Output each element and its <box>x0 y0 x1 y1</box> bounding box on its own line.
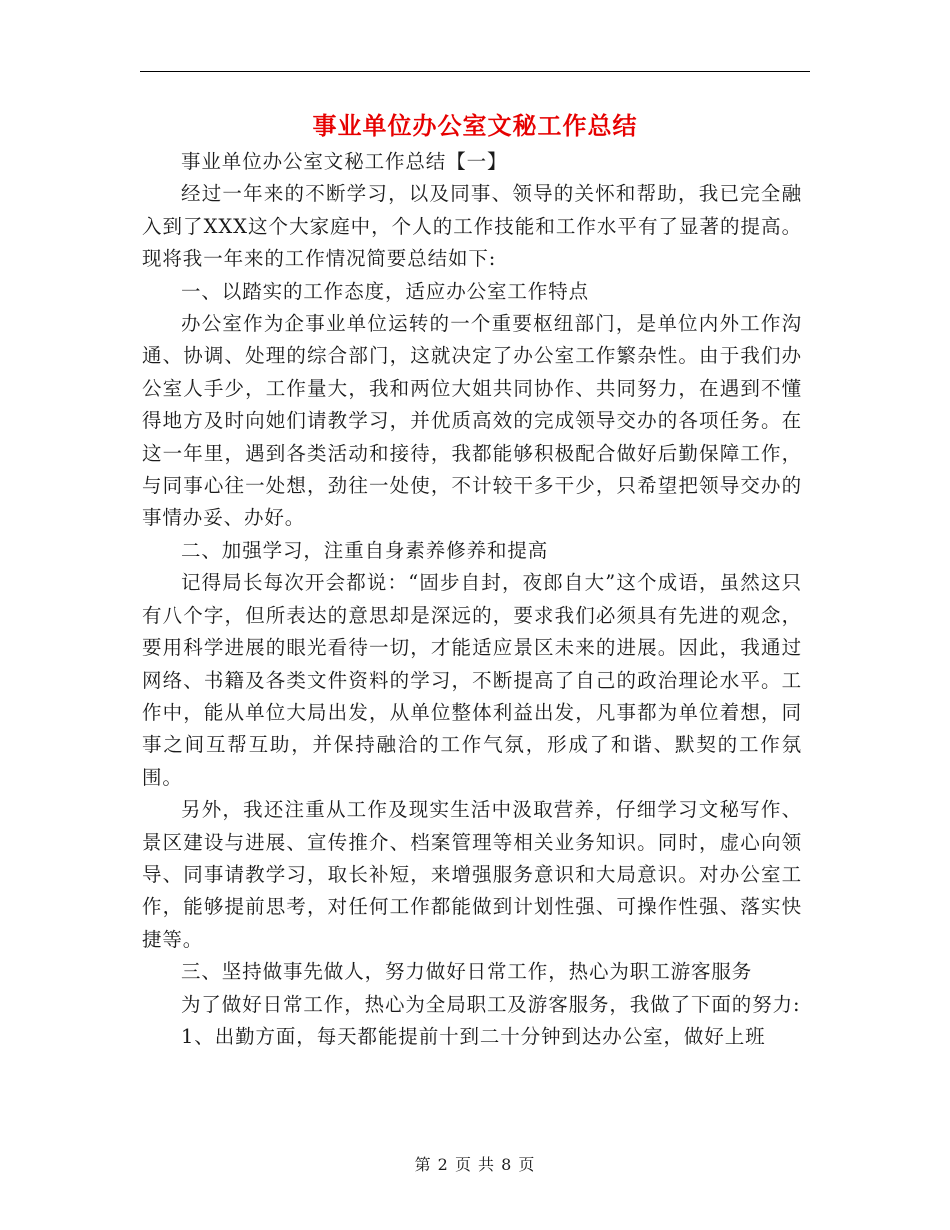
paragraph-additionally: 另外，我还注重从工作及现实生活中汲取营养，仔细学习文秘写作、景区建设与进展、宣传推介、档案管理等相关业务知识。同时，虚心向领导、同事请教学习，取长补短，来增强服务意识和大局意识。对办公室工作，能够提前思考，对任何工作都能做到计划性强、可操作性强、落实快捷等。 <box>142 798 802 951</box>
paragraph-daily-work: 为了做好日常工作，热心为全局职工及游客服务，我做了下面的努力: <box>181 992 801 1016</box>
paragraph-section-heading: 事业单位办公室文秘工作总结【一】 <box>181 150 508 173</box>
document-body <box>142 146 802 1053</box>
paragraph-heading-1: 一、以踏实的工作态度，适应办公室工作特点 <box>181 279 590 303</box>
paragraph-study: 记得局长每次开会都说：“固步自封，夜郎自大”这个成语，虽然这只有八个字，但所表达的意思却是深远的，要求我们必须具有先进的观念，要用科学进展的眼光看待一切，才能适应景区未来的进展。因此，我通过网络、书籍及各类文件资料的学习，不断提高了自己的政治理论水平。工作中，能从单位大局出发，从单位整体利益出发，凡事都为单位着想，同事之间互帮互助，并保持融洽的工作气氛，形成了和谐、默契的工作氛围。 <box>142 571 802 789</box>
paragraph-office-role: 办公室作为企事业单位运转的一个重要枢纽部门，是单位内外工作沟通、协调、处理的综合部门，这就决定了办公室工作繁杂性。由于我们办公室人手少，工作量大，我和两位大姐共同协作、共同努力，在遇到不懂得地方及时向她们请教学习，并优质高效的完成领导交办的各项任务。在这一年里，遇到各类活动和接待，我都能够积极配合做好后勤保障工作，与同事心往一处想，劲往一处使，不计较干多干少，只希望把领导交办的事情办妥、办好。 <box>142 312 802 530</box>
page-number-footer: 第 2 页 共 8 页 <box>414 1155 536 1174</box>
paragraph-attendance: 1、出勤方面，每天都能提前十到二十分钟到达办公室，做好上班 <box>181 1024 766 1048</box>
paragraph-heading-3: 三、坚持做事先做人，努力做好日常工作，热心为职工游客服务 <box>181 960 753 984</box>
paragraph-intro: 经过一年来的不断学习，以及同事、领导的关怀和帮助，我已完全融入到了XXX这个大家庭中，个人的工作技能和工作水平有了显著的提高。现将我一年来的工作情况简要总结如下: <box>142 182 802 271</box>
paragraph-heading-2: 二、加强学习，注重自身素养修养和提高 <box>181 538 549 562</box>
header-rule <box>140 71 810 72</box>
document-title: 事业单位办公室文秘工作总结 <box>312 112 638 140</box>
